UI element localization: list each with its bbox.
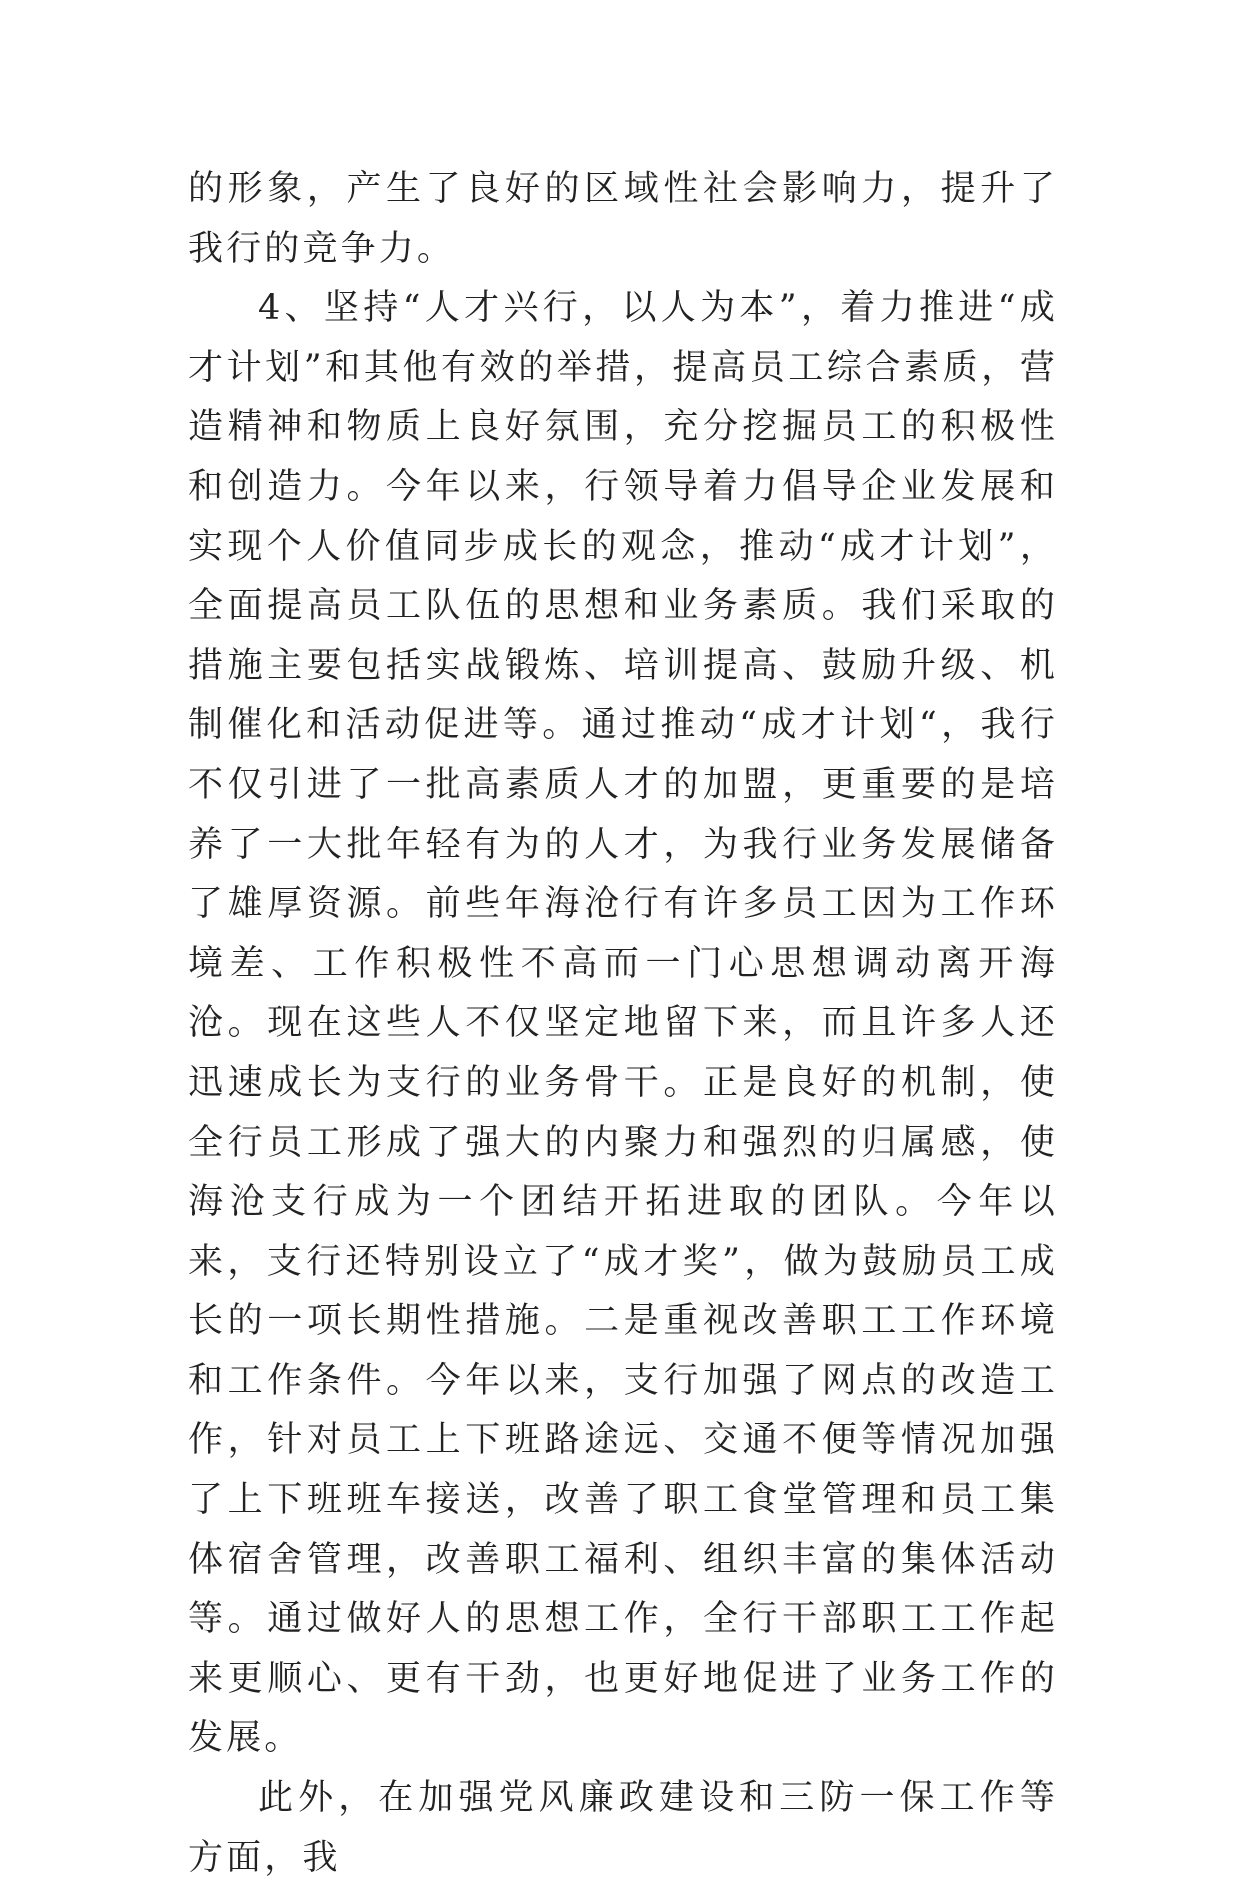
paragraph-continuation: 的形象，产生了良好的区域性社会影响力，提升了我行的竞争力。 xyxy=(188,169,1058,269)
document-body xyxy=(188,160,1058,1888)
paragraph-additionally: 此外，在加强党风廉政建设和三防一保工作等方面，我 xyxy=(188,1778,1058,1878)
paragraph-talent-plan: 4、坚持“人才兴行，以人为本”，着力推进“成才计划”和其他有效的举措，提高员工综合素质，营造精神和物质上良好氛围，充分挖掘员工的积极性和创造力。今年以来，行领导着力倡导企业发展和实现个人价值同步成长的观念，推动“成才计划”，全面提高员工队伍的思想和业务素质。我们采取的措施主要包括实战锻炼、培训提高、鼓励升级、机制催化和活动促进等。通过推动“成才计划“，我行不仅引进了一批高素质人才的加盟，更重要的是培养了一大批年轻有为的人才，为我行业务发展储备了雄厚资源。前些年海沧行有许多员工因为工作环境差、工作积极性不高而一门心思想调动离开海沧。现在这些人不仅坚定地留下来，而且许多人还迅速成长为支行的业务骨干。正是良好的机制，使全行员工形成了强大的内聚力和强烈的归属感，使海沧支行成为一个团结开拓进取的团队。今年以来，支行还特别设立了“成才奖”，做为鼓励员工成长的一项长期性措施。二是重视改善职工工作环境和工作条件。今年以来，支行加强了网点的改造工作，针对员工上下班路途远、交通不便等情况加强了上下班班车接送，改善了职工食堂管理和员工集体宿舍管理，改善职工福利、组织丰富的集体活动等。通过做好人的思想工作，全行干部职工工作起来更顺心、更有干劲，也更好地促进了业务工作的发展。 xyxy=(188,288,1058,1759)
